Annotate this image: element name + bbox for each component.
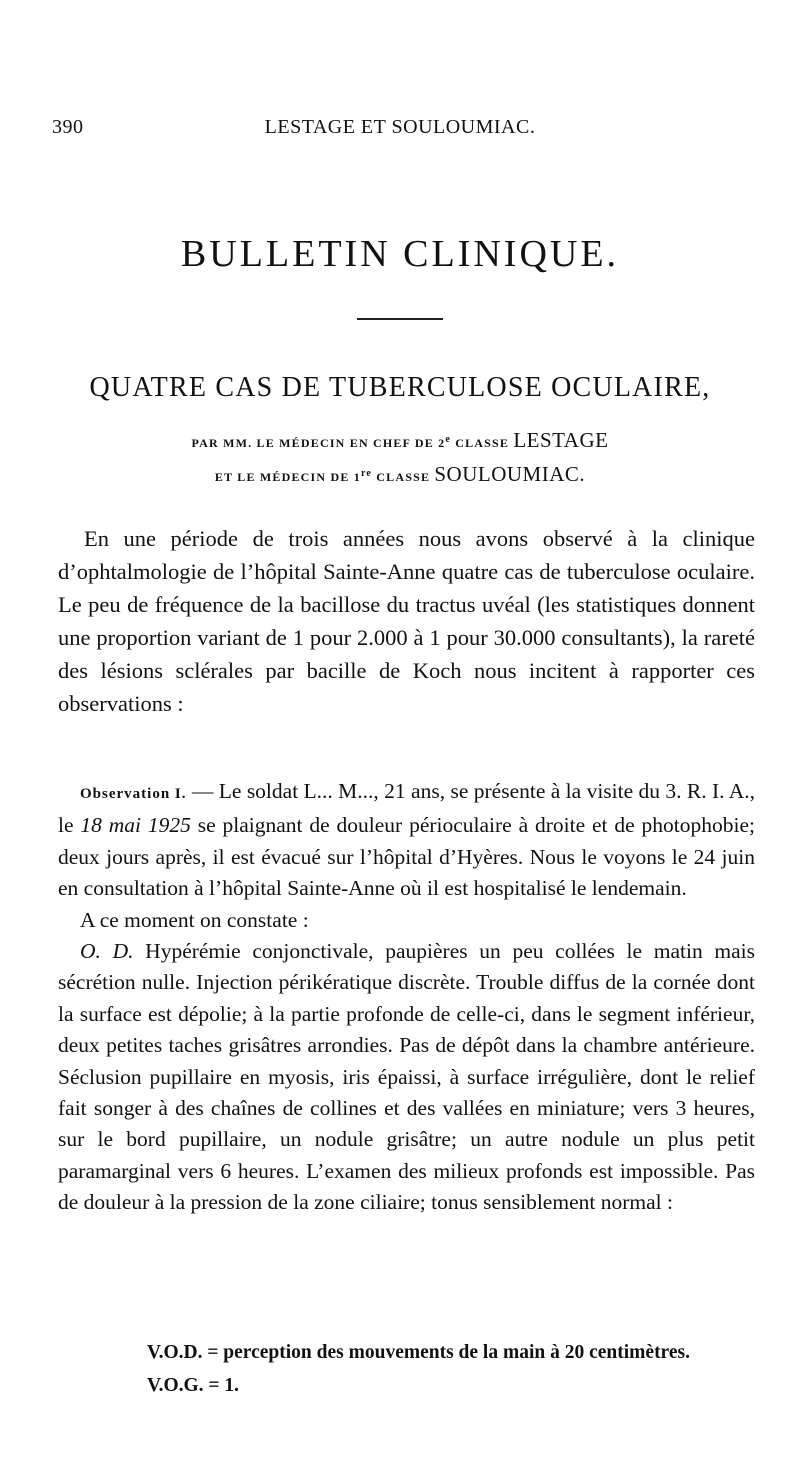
measure-right-eye: V.O.D. = perception des mouvements de la main à 20 centimètres. — [147, 1342, 690, 1363]
byline-first-name: LESTAGE — [513, 428, 609, 452]
title-divider — [357, 318, 443, 320]
observation-label: Observation I. — [80, 786, 187, 802]
byline-first-middle: CLASSE — [451, 436, 514, 450]
intro-paragraph-block — [58, 522, 755, 720]
intro-paragraph: En une période de trois années nous avons observé à la clinique d’ophtalmologie de l’hôpital Sainte-Anne quatre cas de tuberculose oculaire. Le peu de fréquence de la bacillose du tractus uvéal (les statistiques donnent une proportion variant de 1 pour 2.000 à 1 pour 30.000 consultants), la rareté des lésions sclérales par bacille de Koch nous incitent à rapporter ces observations : — [58, 526, 755, 716]
byline-second-middle: CLASSE — [372, 470, 435, 484]
observation-od-text: Hypérémie conjonctivale, paupières un peu collées le matin mais sécrétion nulle. Injection périkératique discrète. Trouble diffus de la cornée dont la surface est dépolie; à la partie profonde de celle-ci, dans le segment inférieur, deux petites taches grisâtres arrondies. Pas de dépôt dans la chambre antérieure. Séclusion pupillaire en myosis, iris épaissi, à surface irrégulière, dont le relief fait songer à des chaînes de collines et des vallées en miniature; vers 3 heures, sur le bord pupillaire, un nodule grisâtre; un autre nodule un plus petit paramarginal vers 6 heures. L’examen des milieux profonds est impossible. Pas de douleur à la pression de la zone ciliaire; tonus sensiblement normal : — [58, 939, 755, 1215]
page-number: 390 — [52, 116, 84, 138]
byline-first-prefix: PAR MM. LE MÉDECIN EN CHEF DE 2 — [191, 436, 446, 450]
byline-second-name: SOULOUMIAC. — [434, 462, 586, 486]
observation-constate: A ce moment on constate : — [80, 907, 309, 932]
observation-block — [58, 776, 755, 1219]
byline-first-sup: e — [445, 434, 452, 445]
observation-od-label: O. D. — [80, 939, 134, 964]
byline-second-prefix: ET LE MÉDECIN DE 1 — [214, 470, 361, 484]
running-head-authors: LESTAGE ET SOULOUMIAC. — [264, 116, 536, 138]
observation-od-paragraph — [58, 936, 755, 1219]
section-title: BULLETIN CLINIQUE. — [180, 233, 620, 275]
article-title: QUATRE CAS DE TUBERCULOSE OCULAIRE, — [89, 372, 711, 403]
visual-acuity-measures — [147, 1336, 767, 1402]
measure-left-eye: V.O.G. = 1. — [147, 1375, 240, 1396]
observation-text-2: se plaignant de douleur périoculaire à droite et de photophobie; deux jours après, il est évacué sur l’hôpital d’Hyères. Nous le voyons le 24 juin en consultation à l’hôpital Sainte-Anne où il est hospitalisé le lendemain. — [58, 813, 756, 901]
observation-paragraph — [58, 776, 755, 905]
byline-second-sup: re — [360, 468, 373, 479]
observation-text-1: — Le soldat L... M..., 21 ans, se présente à la visite du 3. R. I. A., le — [58, 779, 755, 838]
byline-first-author — [0, 428, 800, 453]
byline-second-author — [0, 462, 800, 487]
observation-date: 18 mai 1925 — [80, 813, 191, 838]
